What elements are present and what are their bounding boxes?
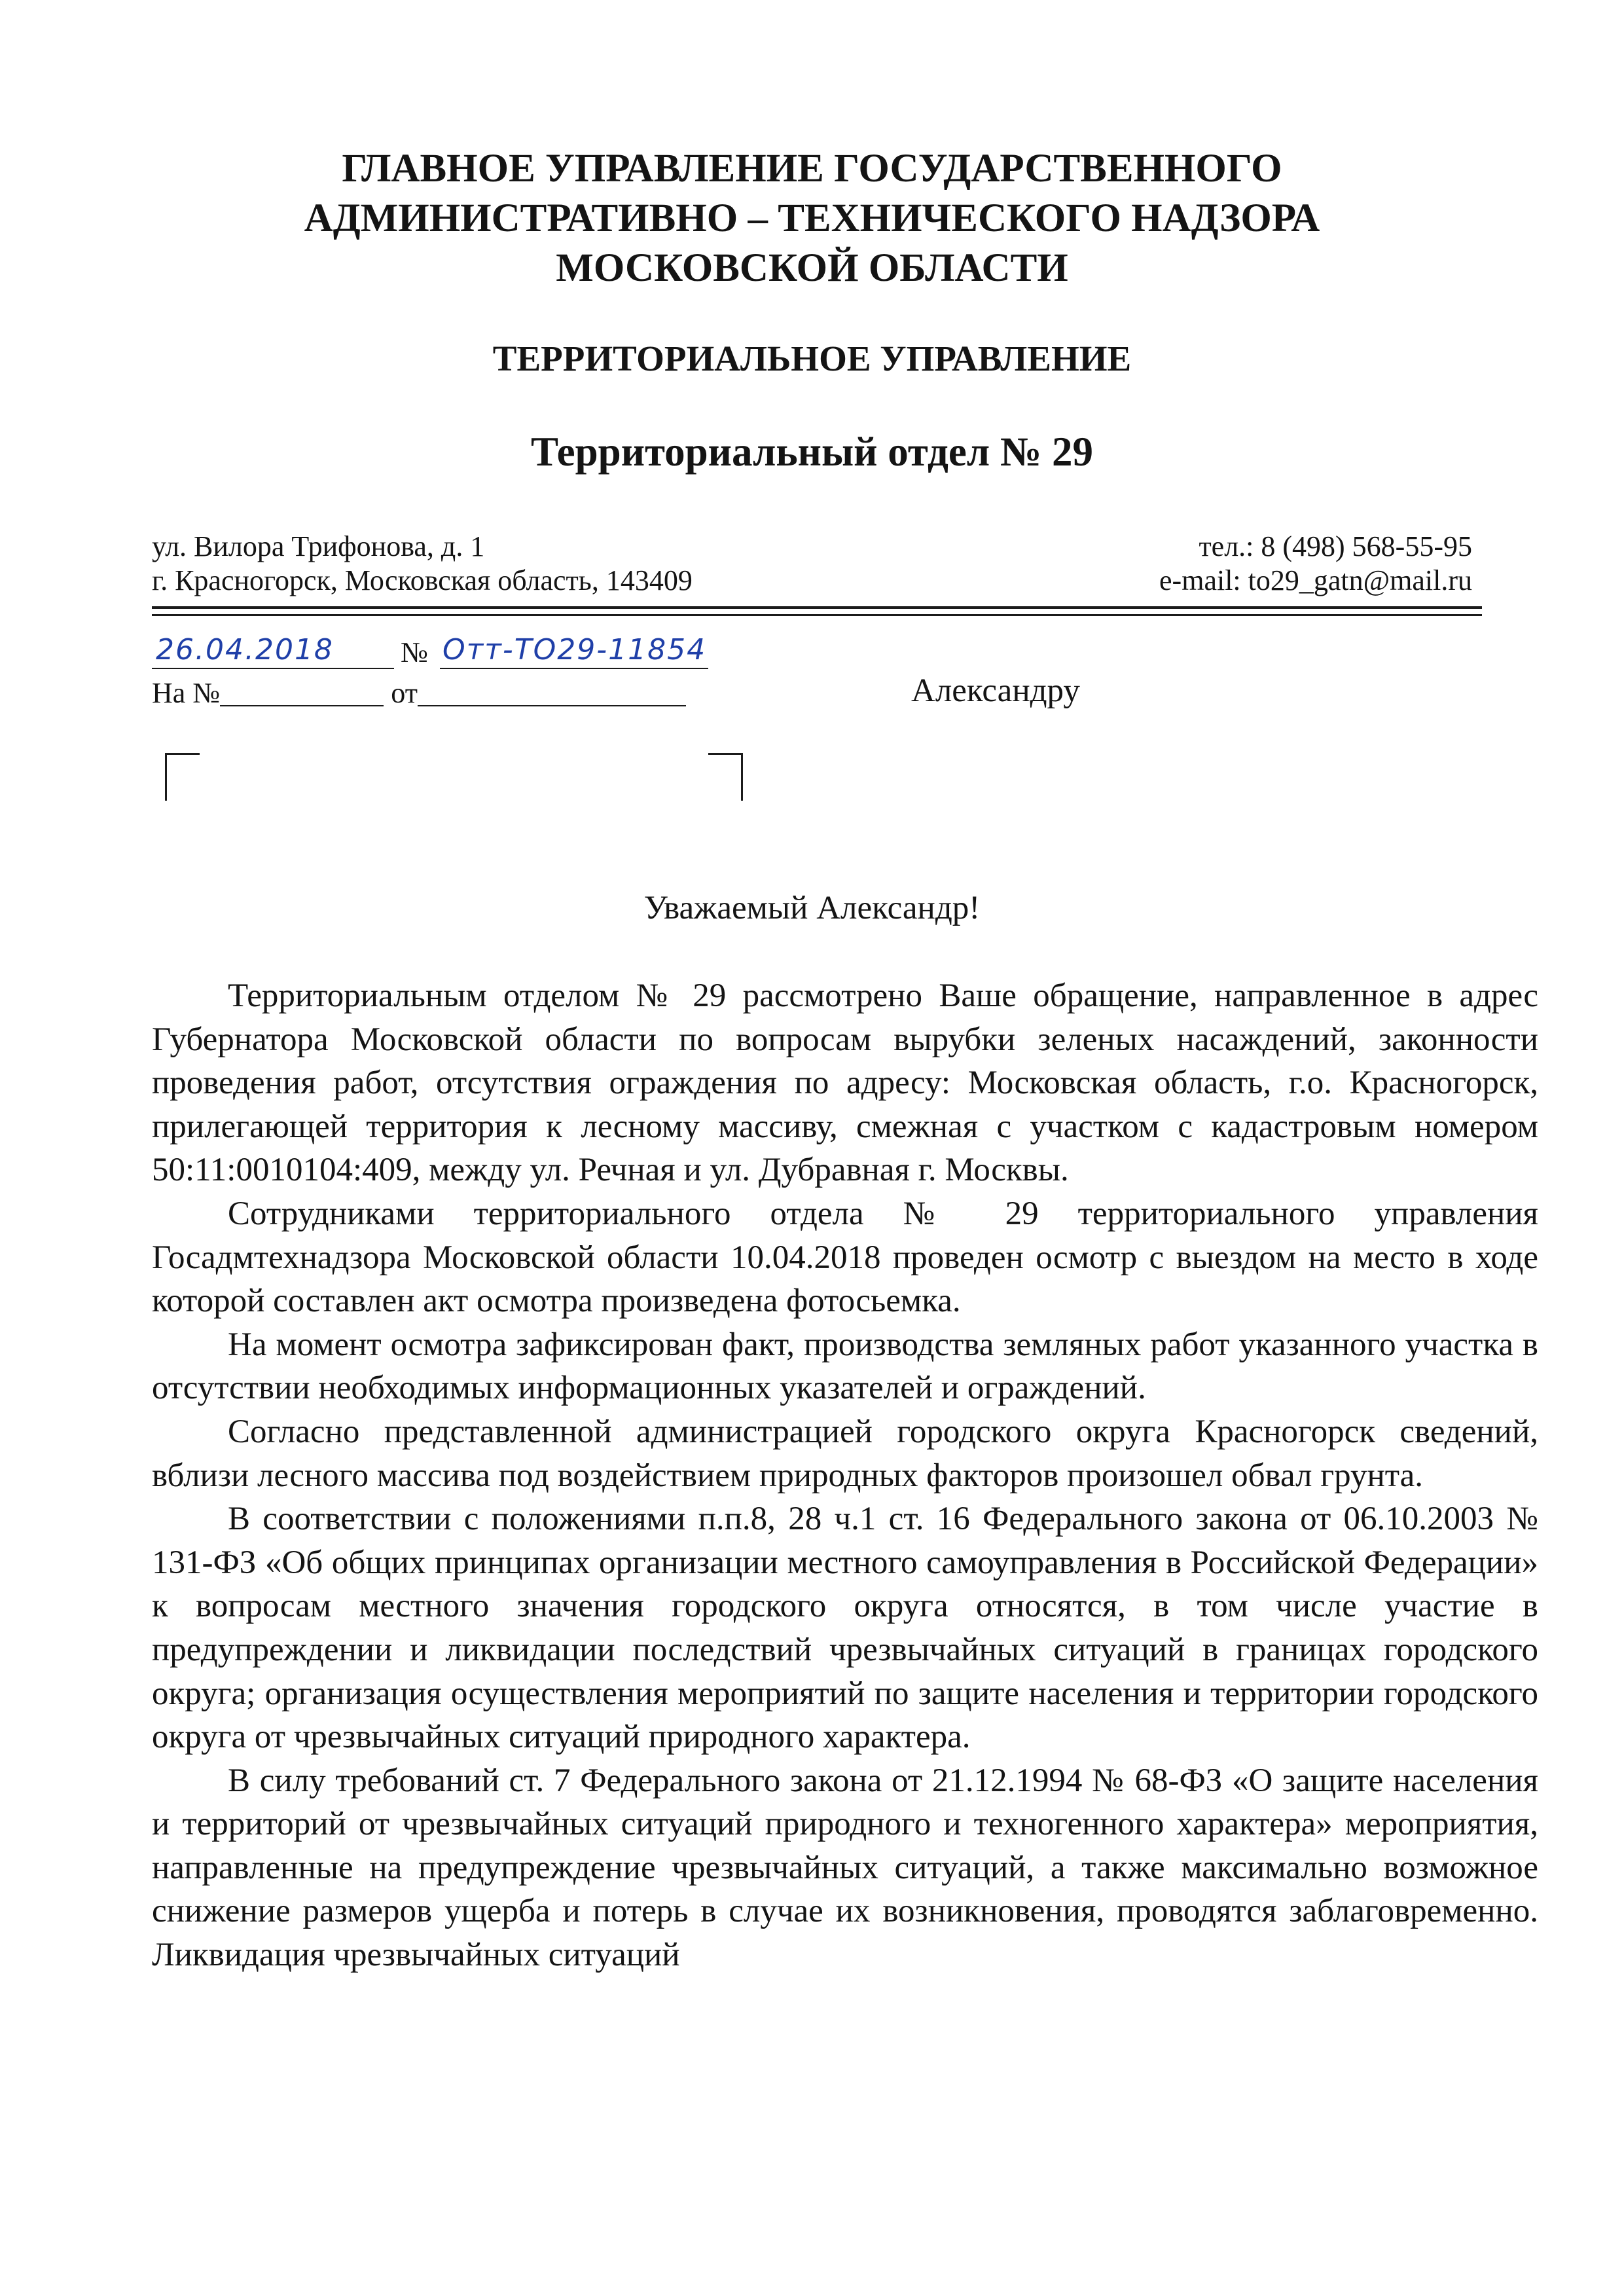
reply-reference-row: [152, 676, 686, 711]
org-name-line-1: ГЛАВНОЕ УПРАВЛЕНИЕ ГОСУДАРСТВЕННОГО: [342, 147, 1282, 191]
registration-date-field: [152, 634, 394, 669]
address-city: г. Красногорск, Московская область, 143409: [152, 564, 693, 596]
contact-email: e-mail: to29_gatn@mail.ru: [1159, 564, 1472, 596]
address-window-corner-right: [708, 753, 743, 801]
body-paragraph: Территориальным отделом № 29 рассмотрено Ваше обращение, направленное в адрес Губернатора Московской области по вопросам вырубки зеленых насаждений, законности проведения работ, отсутствия ограждения по адресу: Московская область, г.о. Красногорск, прилегающей территория к лесному массиву, смежная с участком с кадастровым номером 50:11:0010104:409, между ул. Речная и ул. Дубравная г. Москвы.: [152, 977, 1538, 1189]
letter-body: [152, 974, 1538, 1977]
body-paragraph: На момент осмотра зафиксирован факт, производства земляных работ указанного участка в отсутствии необходимых информационных указателей и ограждений.: [152, 1326, 1538, 1407]
contact-phone: тел.: 8 (498) 568-55-95: [1199, 530, 1472, 562]
body-paragraph: Сотрудниками территориального отдела № 29 территориального управления Госадмтехнадзора Московской области 10.04.2018 проведен осмотр с выездом на место в ходе которой составлен акт осмотра произведена фотосьемка.: [152, 1195, 1538, 1320]
reply-from-blank: [418, 676, 686, 706]
department-name: Территориальный отдел № 29: [531, 429, 1093, 475]
registration-date-handwritten: 26.04.2018: [156, 633, 334, 666]
address-window-corner-left: [165, 753, 200, 801]
header-divider-thick: [152, 606, 1482, 609]
body-paragraph: В соответствии с положениями п.п.8, 28 ч.1 ст. 16 Федерального закона от 06.10.2003 № 131-ФЗ «Об общих принципах организации местного самоуправления в Российской Федерации» к вопросам местного значения городского округа относятся, в том числе участие в предупреждении и ликвидации последствий чрезвычайных ситуаций в границах городского округа; организация осуществления мероприятий по защите населения и территории городского округа от чрезвычайных ситуаций природного характера.: [152, 1501, 1538, 1756]
reply-to-label: На №: [152, 677, 221, 709]
body-paragraph: В силу требований ст. 7 Федерального закона от 21.12.1994 № 68-ФЗ «О защите населения и территорий от чрезвычайных ситуаций природного и техногенного характера» мероприятия, направленные на предупреждение чрезвычайных ситуаций, а также максимально возможное снижение размеров ущерба и потерь в случае их возникновения, проводятся заблаговременно. Ликвидация чрезвычайных ситуаций: [152, 1762, 1538, 1974]
address-street: ул. Вилора Трифонова, д. 1: [152, 530, 485, 562]
registration-number-label: №: [401, 636, 428, 668]
org-name-line-3: МОСКОВСКОЙ ОБЛАСТИ: [556, 246, 1068, 290]
registration-number-field: [440, 634, 708, 669]
reply-from-label: от: [391, 677, 418, 709]
reply-to-blank: [220, 676, 384, 706]
header-divider-thin: [152, 614, 1482, 616]
registration-number-handwritten: Отт-ТО29-11854: [442, 633, 707, 666]
addressee: Александру: [911, 672, 1080, 709]
salutation: Уважаемый Александр!: [643, 890, 981, 926]
sub-org-name: ТЕРРИТОРИАЛЬНОЕ УПРАВЛЕНИЕ: [492, 338, 1132, 378]
org-name-line-2: АДМИНИСТРАТИВНО – ТЕХНИЧЕСКОГО НАДЗОРА: [304, 196, 1320, 240]
body-paragraph: Согласно представленной администрацией городского округа Красногорск сведений, вблизи лесного массива под воздействием природных факторов произошел обвал грунта.: [152, 1413, 1538, 1494]
